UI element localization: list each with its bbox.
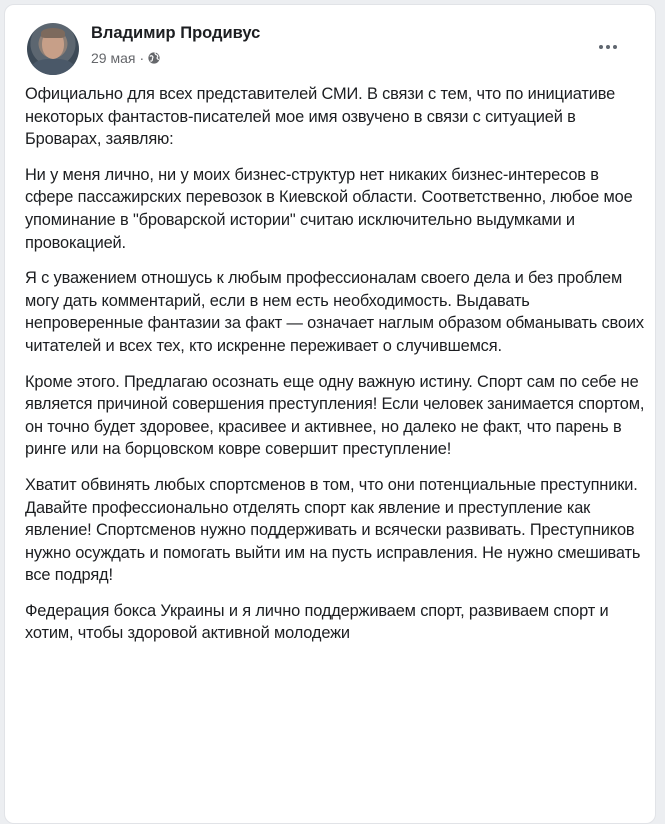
post-paragraph: Федерация бокса Украины и я лично поддерживаем спорт, развиваем спорт и хотим, чтобы здоровой активной молодежи <box>25 601 609 643</box>
post-card <box>4 4 656 824</box>
post-paragraph: Хватит обвинять любых спортсменов в том, что они потенциальные преступники. Давайте профессионально отделять спорт как явление и преступление как явление! Спортсменов нужно поддерживать и всячески развивать. Преступников нужно осуждать и помогать выйти им на пусть исправления. Не нужно смешивать все подряд! <box>25 475 641 585</box>
post-paragraph: Официально для всех представителей СМИ. В связи с тем, что по инициативе некоторых фантастов-писателей мое имя озвучено в связи с ситуацией в Броварах, заявляю: <box>25 85 616 149</box>
post-body <box>25 83 645 658</box>
post-paragraph: Кроме этого. Предлагаю осознать еще одну важную истину. Спорт сам по себе не является причиной совершения преступления! Если человек занимается спортом, он точно будет здоровее, красивее и активнее, но далеко не факт, что парень в ринге или на борцовском ковре совершит преступление! <box>25 372 645 459</box>
post-date[interactable]: 29 мая <box>91 50 136 66</box>
more-options-button[interactable] <box>593 37 623 57</box>
avatar-hair <box>41 28 65 38</box>
author-avatar[interactable] <box>27 23 79 75</box>
more-horizontal-icon-dot <box>606 45 610 49</box>
more-horizontal-icon-dot <box>599 45 603 49</box>
avatar-shirt <box>31 59 75 75</box>
post-paragraph: Ни у меня лично, ни у моих бизнес-структур нет никаких бизнес-интересов в сфере пассажирских перевозок в Киевской области. Соответственно, любое мое упоминание в "броварской истории" считаю исключительно выдумками и провокацией. <box>25 165 633 252</box>
post-meta <box>91 50 160 66</box>
globe-icon[interactable] <box>148 52 160 64</box>
author-name[interactable]: Владимир Продивус <box>91 24 261 42</box>
post-paragraph: Я с уважением отношусь к любым профессионалам своего дела и без проблем могу дать комментарий, если в нем есть необходимость. Выдавать непроверенные фантазии за факт — означает наглым образом обманывать своих читателей и всех тех, кто искренне переживает о случившемся. <box>25 269 644 355</box>
meta-separator: · <box>139 50 145 66</box>
more-horizontal-icon-dot <box>613 45 617 49</box>
post-header <box>23 19 637 75</box>
